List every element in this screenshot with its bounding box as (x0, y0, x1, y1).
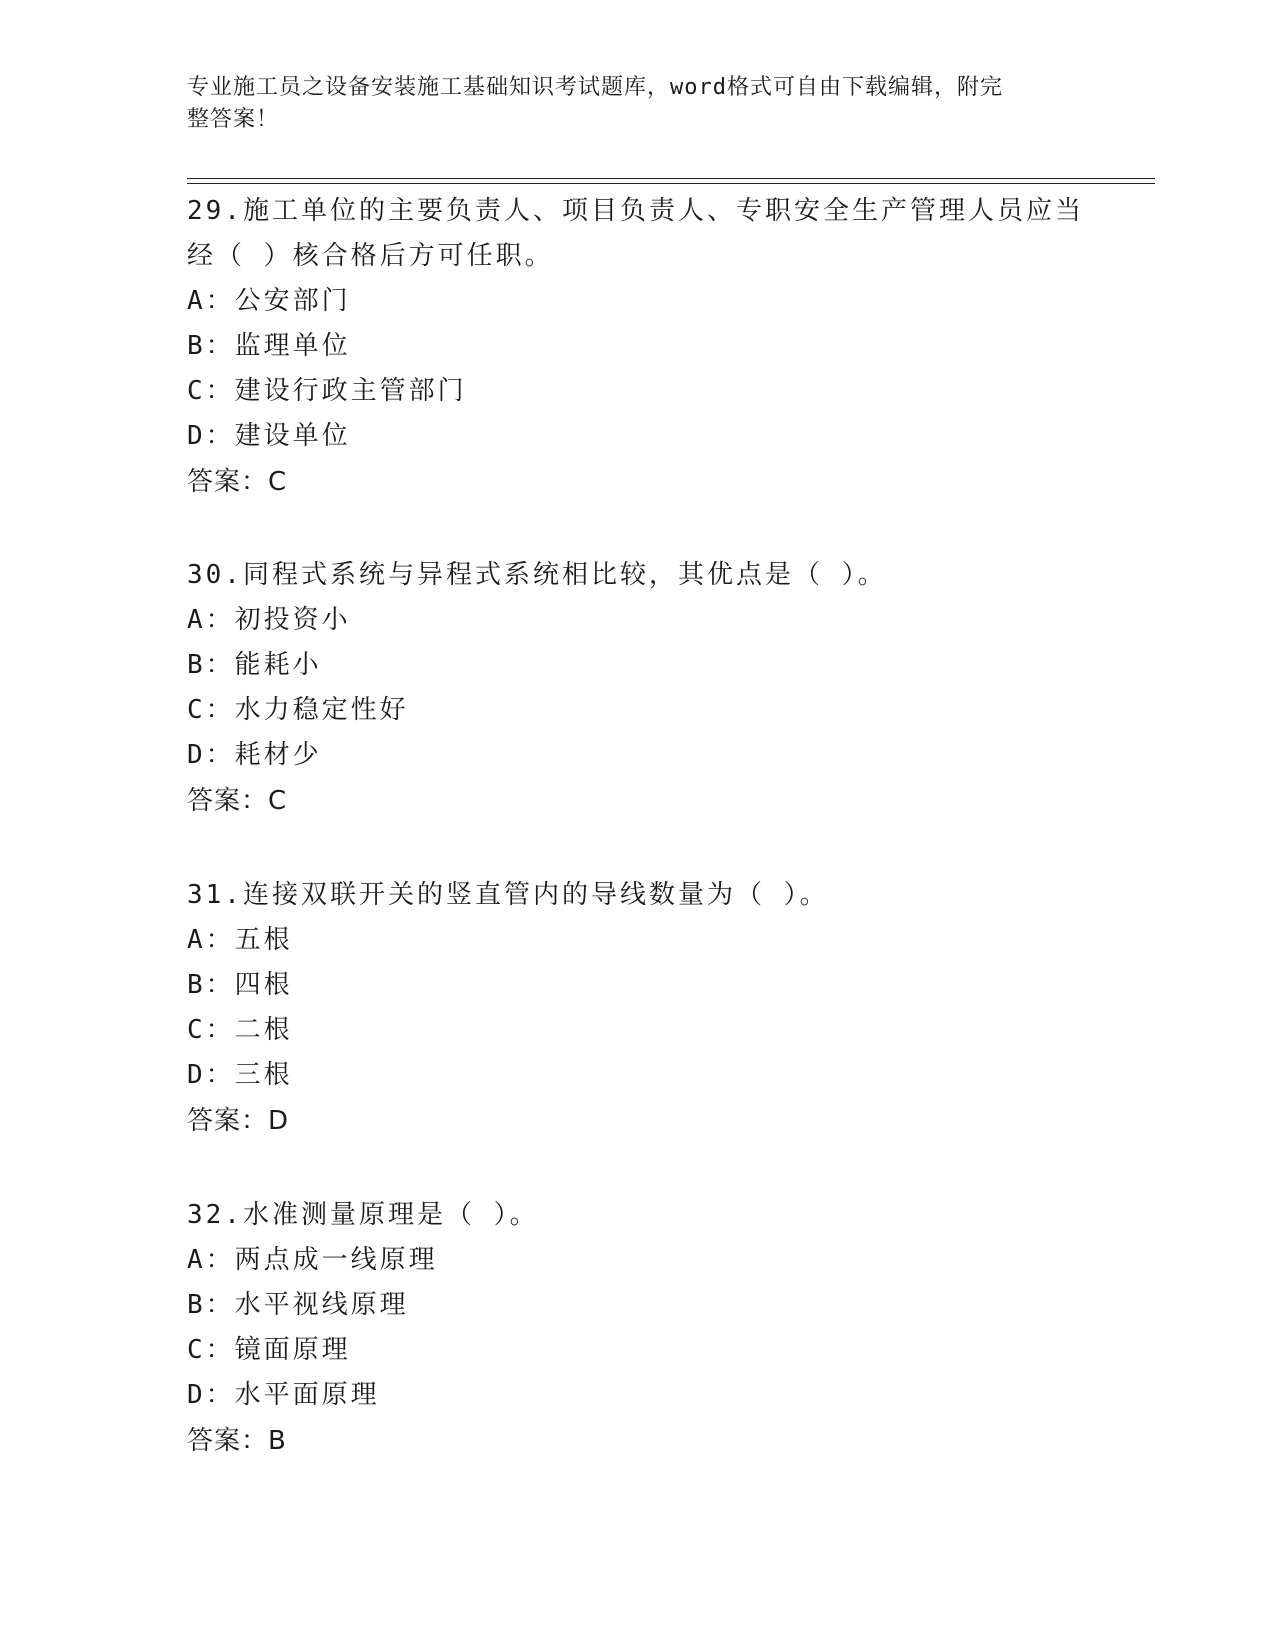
option-d: D：耗材少 (187, 740, 322, 770)
answer: 答案：B (187, 1426, 287, 1456)
question-stem-line-1: 29.施工单位的主要负责人、项目负责人、专职安全生产管理人员应当 (187, 196, 1084, 226)
option-b: B：四根 (187, 970, 293, 1000)
option-a: A：五根 (187, 925, 293, 955)
option-d: D：三根 (187, 1060, 293, 1090)
option-b: B：监理单位 (187, 331, 351, 361)
answer: 答案：C (187, 786, 288, 816)
header-line-1: 专业施工员之设备安装施工基础知识考试题库，word格式可自由下载编辑，附完 (187, 75, 1003, 100)
answer: 答案：D (187, 1106, 290, 1136)
question-31 (187, 873, 1087, 1144)
document-header (187, 72, 1067, 136)
question-stem-line-2: 经（ ）核合格后方可任职。 (187, 241, 554, 271)
option-a: A：两点成一线原理 (187, 1245, 438, 1275)
question-stem-line-1: 32.水准测量原理是（ ）。 (187, 1200, 539, 1230)
option-c: C：二根 (187, 1015, 293, 1045)
question-stem-line-1: 31.连接双联开关的竖直管内的导线数量为（ ）。 (187, 880, 829, 910)
header-divider (187, 178, 1155, 184)
option-d: D：建设单位 (187, 421, 351, 451)
option-b: B：能耗小 (187, 650, 322, 680)
question-29 (187, 189, 1087, 505)
header-line-2: 整答案！ (187, 107, 280, 132)
option-c: C：水力稳定性好 (187, 695, 409, 725)
option-c: C：建设行政主管部门 (187, 376, 467, 406)
option-c: C：镜面原理 (187, 1335, 351, 1365)
option-b: B：水平视线原理 (187, 1290, 409, 1320)
option-d: D：水平面原理 (187, 1380, 380, 1410)
option-a: A：公安部门 (187, 286, 351, 316)
question-30 (187, 553, 1087, 824)
option-a: A：初投资小 (187, 605, 351, 635)
question-32 (187, 1193, 1087, 1464)
question-stem-line-1: 30.同程式系统与异程式系统相比较，其优点是（ ）。 (187, 560, 887, 590)
answer: 答案：C (187, 467, 288, 497)
